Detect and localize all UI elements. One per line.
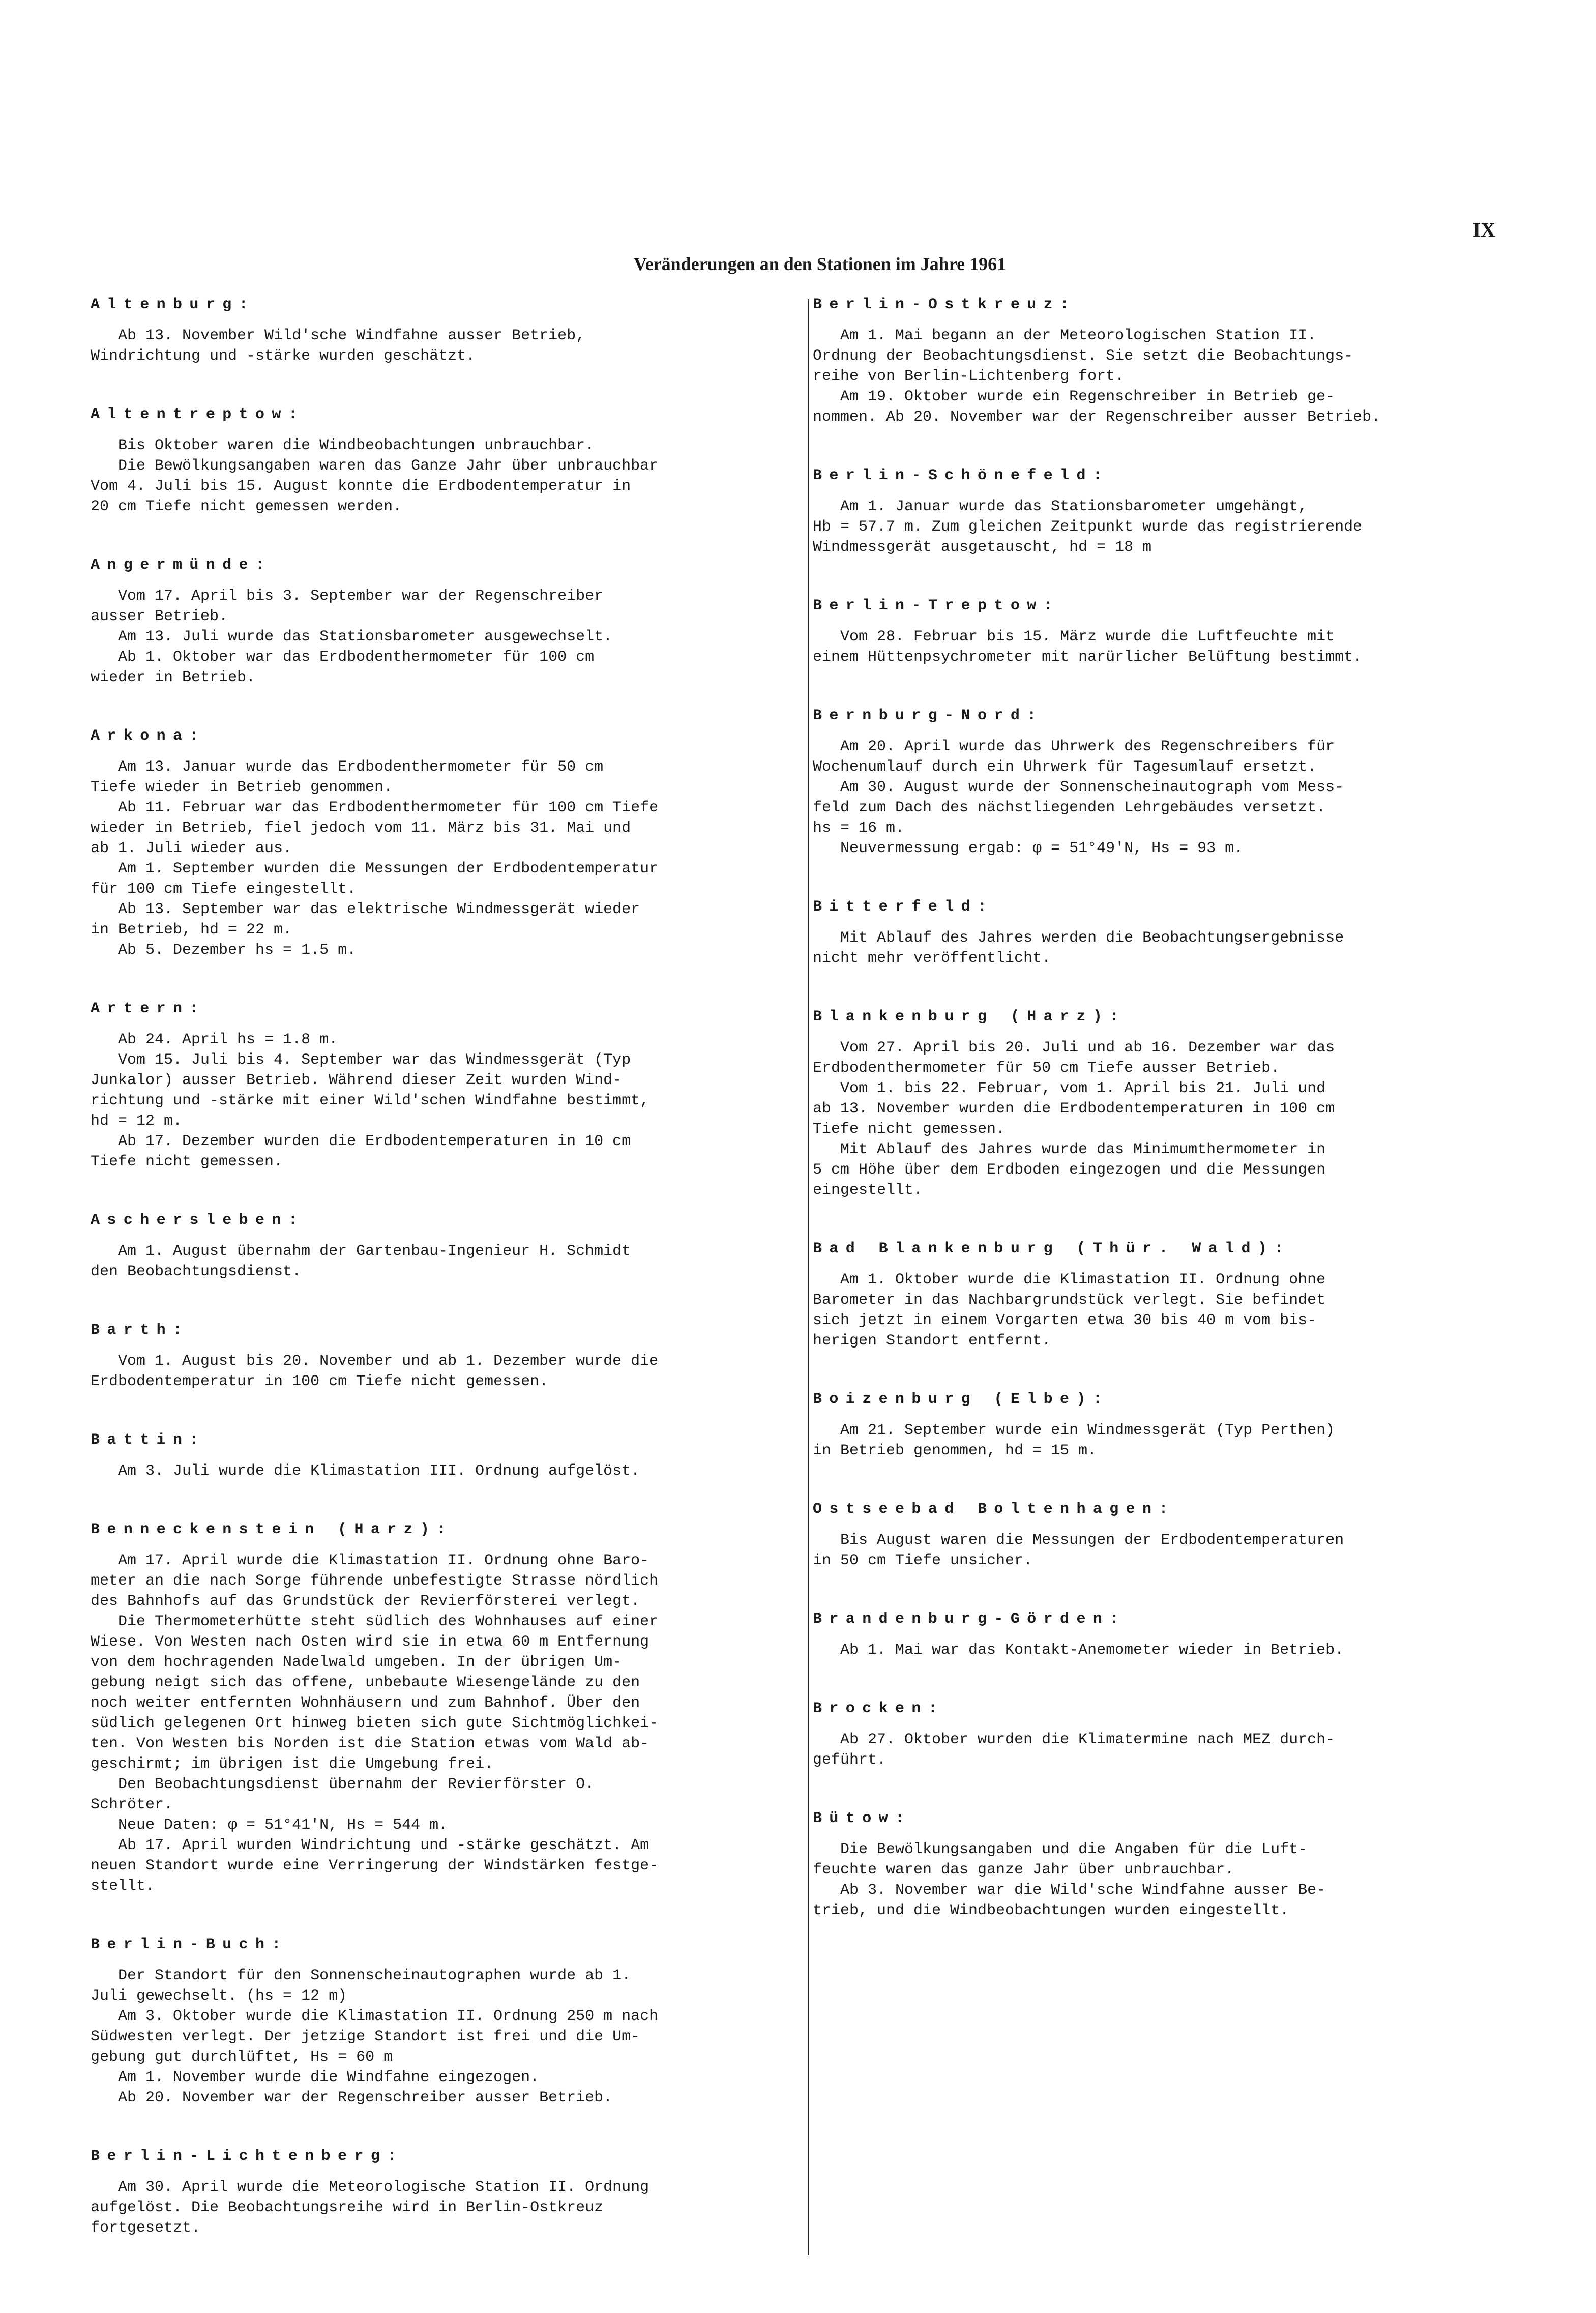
- station-heading: Berlin-Ostkreuz:: [813, 296, 1077, 313]
- entry-text-line: nommen. Ab 20. November war der Regenschreiber ausser Betrieb.: [813, 408, 1381, 426]
- entry-text-line: in Betrieb genommen, hd = 15 m.: [813, 1442, 1097, 1459]
- station-entry: [813, 597, 1517, 667]
- station-heading: Battin:: [91, 1431, 206, 1449]
- station-entry: [813, 1008, 1517, 1201]
- station-entry: [813, 1611, 1517, 1660]
- entry-text-line: ab 13. November wurden die Erdbodentemperaturen in 100 cm: [813, 1100, 1335, 1118]
- entry-text-line: Der Standort für den Sonnenscheinautographen wurde ab 1.: [91, 1967, 631, 1984]
- entry-text-line: Am 30. August wurde der Sonnenscheinautograph vom Mess-: [813, 779, 1344, 796]
- entry-text-line: Erdbodentemperatur in 100 cm Tiefe nicht gemessen.: [91, 1373, 549, 1390]
- entry-text-line: in 50 cm Tiefe unsicher.: [813, 1552, 1033, 1569]
- station-entry: [91, 296, 800, 366]
- station-entry: [813, 1501, 1517, 1571]
- entry-text-line: Schröter.: [91, 1796, 173, 1813]
- entry-text-line: trieb, und die Windbeobachtungen wurden eingestellt.: [813, 1902, 1289, 1919]
- entry-text-line: Ab 24. April hs = 1.8 m.: [91, 1031, 338, 1048]
- entry-text-line: Am 20. April wurde das Uhrwerk des Regenschreibers für: [813, 738, 1335, 755]
- entry-text-line: Die Bewölkungsangaben waren das Ganze Jahr über unbrauchbar: [91, 457, 659, 475]
- entry-text-line: des Bahnhofs auf das Grundstück der Revierförsterei verlegt.: [91, 1593, 640, 1610]
- station-heading: Boizenburg (Elbe):: [813, 1391, 1110, 1408]
- entry-text-line: Die Bewölkungsangaben und die Angaben für die Luft-: [813, 1841, 1308, 1858]
- entry-text-line: Tiefe wieder in Betrieb genommen.: [91, 779, 393, 796]
- entry-text-line: Tiefe nicht gemessen.: [91, 1153, 283, 1170]
- entry-text-line: Ab 20. November war der Regenschreiber ausser Betrieb.: [91, 2089, 613, 2106]
- station-heading: Brocken:: [813, 1700, 945, 1717]
- entry-text-line: Tiefe nicht gemessen.: [813, 1121, 1006, 1138]
- entry-text-line: ab 1. Juli wieder aus.: [91, 840, 292, 857]
- entry-text-line: Am 13. Januar wurde das Erdbodenthermometer für 50 cm: [91, 758, 604, 776]
- entry-text-line: für 100 cm Tiefe eingestellt.: [91, 881, 357, 898]
- entry-text-line: Ab 13. November Wild'sche Windfahne ausser Betrieb,: [91, 327, 585, 344]
- entry-text-line: Ab 27. Oktober wurden die Klimatermine nach MEZ durch-: [813, 1731, 1335, 1748]
- entry-text-line: Vom 28. Februar bis 15. März wurde die Luftfeuchte mit: [813, 628, 1335, 646]
- station-heading: Bad Blankenburg (Thür. Wald):: [813, 1240, 1291, 1257]
- entry-text-line: Am 1. August übernahm der Gartenbau-Ingenieur H. Schmidt: [91, 1243, 631, 1260]
- station-entry: [91, 727, 800, 960]
- entry-text-line: Am 1. Mai begann an der Meteorologischen Station II.: [813, 327, 1317, 344]
- entry-text-line: meter an die nach Sorge führende unbefestigte Strasse nördlich: [91, 1572, 659, 1590]
- station-heading: Bernburg-Nord:: [813, 707, 1044, 724]
- entry-text-line: aufgelöst. Die Beobachtungsreihe wird in Berlin-Ostkreuz: [91, 2199, 604, 2216]
- station-heading: Aschersleben:: [91, 1212, 305, 1229]
- page-number: IX: [1472, 218, 1495, 241]
- station-entry: [91, 1431, 800, 1481]
- entry-text-line: Am 3. Juli wurde die Klimastation III. Ordnung aufgelöst.: [91, 1462, 640, 1480]
- station-entry: [91, 1000, 800, 1172]
- entry-text-line: Am 30. April wurde die Meteorologische Station II. Ordnung: [91, 2179, 649, 2196]
- station-heading: Arkona:: [91, 727, 206, 745]
- entry-text-line: Windrichtung und -stärke wurden geschätzt.: [91, 347, 476, 365]
- entry-text-line: von dem hochragenden Nadelwald umgeben. In der übrigen Um-: [91, 1654, 622, 1671]
- entry-text-line: südlich gelegenen Ort hinweg bieten sich gute Sichtmöglichkei-: [91, 1715, 659, 1732]
- station-entry: [813, 1391, 1517, 1461]
- entry-text-line: Ab 17. Dezember wurden die Erdbodentemperaturen in 10 cm: [91, 1133, 631, 1150]
- entry-text-line: gebung neigt sich das offene, unbebaute Wiesengelände zu den: [91, 1674, 640, 1691]
- entry-text-line: fortgesetzt.: [91, 2219, 201, 2237]
- station-entry: [91, 557, 800, 688]
- entry-text-line: geschirmt; im übrigen ist die Umgebung frei.: [91, 1755, 494, 1773]
- entry-text-line: hs = 16 m.: [813, 819, 905, 837]
- station-heading: Benneckenstein (Harz):: [91, 1521, 453, 1538]
- entry-text-line: Am 17. April wurde die Klimastation II. Ordnung ohne Baro-: [91, 1552, 649, 1569]
- entry-text-line: geführt.: [813, 1751, 886, 1769]
- entry-text-line: hd = 12 m.: [91, 1112, 183, 1130]
- entry-text-line: Vom 15. Juli bis 4. September war das Windmessgerät (Typ: [91, 1051, 631, 1069]
- entry-text-line: 20 cm Tiefe nicht gemessen werden.: [91, 498, 402, 515]
- station-entry: [813, 467, 1517, 558]
- station-entry: [91, 1936, 800, 2108]
- entry-text-line: reihe von Berlin-Lichtenberg fort.: [813, 368, 1125, 385]
- entry-text-line: Die Thermometerhütte steht südlich des Wohnhauses auf einer: [91, 1613, 659, 1630]
- station-heading: Bitterfeld:: [813, 898, 994, 916]
- entry-text-line: wieder in Betrieb.: [91, 669, 256, 686]
- entry-text-line: Hb = 57.7 m. Zum gleichen Zeitpunkt wurde das registrierende: [813, 518, 1363, 536]
- station-heading: Altentreptow:: [91, 406, 305, 423]
- entry-text-line: Ab 5. Dezember hs = 1.5 m.: [91, 942, 357, 959]
- entry-text-line: Ab 11. Februar war das Erdbodenthermometer für 100 cm Tiefe: [91, 799, 659, 816]
- entry-text-line: Barometer in das Nachbargrundstück verlegt. Sie befindet: [813, 1292, 1326, 1309]
- entry-text-line: Ab 13. September war das elektrische Windmessgerät wieder: [91, 901, 640, 918]
- entry-text-line: sich jetzt in einem Vorgarten etwa 30 bis 40 m vom bis-: [813, 1312, 1317, 1329]
- station-entry: [813, 707, 1517, 859]
- entry-text-line: Bis August waren die Messungen der Erdbodentemperaturen: [813, 1532, 1344, 1549]
- entry-text-line: Vom 27. April bis 20. Juli und ab 16. Dezember war das: [813, 1039, 1335, 1057]
- entry-text-line: nicht mehr veröffentlicht.: [813, 950, 1051, 967]
- entry-text-line: Erdbodenthermometer für 50 cm Tiefe ausser Betrieb.: [813, 1060, 1280, 1077]
- station-entry: [91, 1322, 800, 1392]
- entry-text-line: Am 1. Januar wurde das Stationsbarometer umgehängt,: [813, 498, 1308, 515]
- entry-text-line: ausser Betrieb.: [91, 608, 228, 625]
- station-entry: [813, 1240, 1517, 1351]
- station-entry: [91, 2148, 800, 2238]
- entry-text-line: Den Beobachtungsdienst übernahm der Revierförster O.: [91, 1776, 595, 1793]
- entry-text-line: feuchte waren das ganze Jahr über unbrauchbar.: [813, 1861, 1234, 1879]
- entry-text-line: stellt.: [91, 1878, 155, 1895]
- station-entry: [813, 1700, 1517, 1770]
- entry-text-line: den Beobachtungsdienst.: [91, 1263, 302, 1280]
- entry-text-line: neuen Standort wurde eine Verringerung der Windstärken festge-: [91, 1857, 659, 1875]
- entry-text-line: Südwesten verlegt. Der jetzige Standort ist frei und die Um-: [91, 2028, 640, 2045]
- station-heading: Altenburg:: [91, 296, 256, 313]
- station-heading: Ostseebad Boltenhagen:: [813, 1501, 1175, 1518]
- entry-text-line: Ab 1. Oktober war das Erdbodenthermometer für 100 cm: [91, 649, 595, 666]
- entry-text-line: Ordnung der Beobachtungsdienst. Sie setzt die Beobachtungs-: [813, 347, 1353, 365]
- station-entry: [813, 1810, 1517, 1921]
- entry-text-line: 5 cm Höhe über dem Erdboden eingezogen und die Messungen: [813, 1161, 1326, 1179]
- station-entry: [91, 406, 800, 517]
- entry-text-line: Am 13. Juli wurde das Stationsbarometer ausgewechselt.: [91, 628, 613, 646]
- entry-text-line: einem Hüttenpsychrometer mit narürlicher Belüftung bestimmt.: [813, 649, 1363, 666]
- station-heading: Artern:: [91, 1000, 206, 1017]
- entry-text-line: Am 3. Oktober wurde die Klimastation II. Ordnung 250 m nach: [91, 2008, 659, 2025]
- station-heading: Barth:: [91, 1322, 190, 1339]
- entry-text-line: Wochenumlauf durch ein Uhrwerk für Tagesumlauf ersetzt.: [813, 758, 1317, 776]
- entry-text-line: Bis Oktober waren die Windbeobachtungen unbrauchbar.: [91, 437, 595, 454]
- entry-text-line: feld zum Dach des nächstliegenden Lehrgebäudes versetzt.: [813, 799, 1326, 816]
- entry-text-line: Mit Ablauf des Jahres wurde das Minimumthermometer in: [813, 1141, 1326, 1158]
- column-divider: [808, 299, 809, 2255]
- entry-text-line: Vom 1. August bis 20. November und ab 1. Dezember wurde die: [91, 1353, 659, 1370]
- entry-text-line: herigen Standort entfernt.: [813, 1332, 1051, 1350]
- entry-text-line: Windmessgerät ausgetauscht, hd = 18 m: [813, 539, 1152, 556]
- station-heading: Angermünde:: [91, 557, 272, 574]
- entry-text-line: Ab 3. November war die Wild'sche Windfahne ausser Be-: [813, 1882, 1326, 1899]
- station-heading: Berlin-Schönefeld:: [813, 467, 1110, 484]
- entry-text-line: Vom 17. April bis 3. September war der Regenschreiber: [91, 588, 604, 605]
- entry-text-line: Am 1. Oktober wurde die Klimastation II. Ordnung ohne: [813, 1271, 1326, 1289]
- station-heading: Berlin-Buch:: [91, 1936, 288, 1953]
- station-heading: Berlin-Lichtenberg:: [91, 2148, 404, 2165]
- entry-text-line: Ab 1. Mai war das Kontakt-Anemometer wieder in Betrieb.: [813, 1642, 1344, 1659]
- entry-text-line: Am 19. Oktober wurde ein Regenschreiber in Betrieb ge-: [813, 388, 1335, 405]
- station-heading: Bütow:: [813, 1810, 912, 1827]
- station-heading: Berlin-Treptow:: [813, 597, 1060, 614]
- entry-text-line: richtung und -stärke mit einer Wild'schen Windfahne bestimmt,: [91, 1092, 649, 1109]
- page-title: Veränderungen an den Stationen im Jahre 1961: [634, 254, 1007, 274]
- entry-text-line: noch weiter entfernten Wohnhäusern und zum Bahnhof. Über den: [91, 1694, 640, 1712]
- entry-text-line: Neuvermessung ergab: φ = 51°49'N, Hs = 93 m.: [813, 840, 1244, 857]
- entry-text-line: eingestellt.: [813, 1182, 923, 1199]
- entry-text-line: Wiese. Von Westen nach Osten wird sie in etwa 60 m Entfernung: [91, 1633, 649, 1651]
- entry-text-line: Vom 1. bis 22. Februar, vom 1. April bis 21. Juli und: [813, 1080, 1326, 1097]
- entry-text-line: gebung gut durchlüftet, Hs = 60 m: [91, 2048, 393, 2066]
- station-entry: [91, 1212, 800, 1282]
- entry-text-line: Am 1. November wurde die Windfahne eingezogen.: [91, 2069, 540, 2086]
- entry-text-line: ten. Von Westen bis Norden ist die Station etwas vom Wald ab-: [91, 1735, 649, 1752]
- right-column: [813, 296, 1517, 1960]
- entry-text-line: Vom 4. Juli bis 15. August konnte die Erdbodentemperatur in: [91, 478, 631, 495]
- station-heading: Blankenburg (Harz):: [813, 1008, 1126, 1026]
- entry-text-line: Neue Daten: φ = 51°41'N, Hs = 544 m.: [91, 1817, 448, 1834]
- entry-text-line: Am 21. September wurde ein Windmessgerät (Typ Perthen): [813, 1422, 1335, 1439]
- station-entry: [91, 1521, 800, 1896]
- entry-text-line: Ab 17. April wurden Windrichtung und -stärke geschätzt. Am: [91, 1837, 649, 1854]
- entry-text-line: Juli gewechselt. (hs = 12 m): [91, 1987, 347, 2005]
- station-heading: Brandenburg-Görden:: [813, 1611, 1126, 1628]
- entry-text-line: Mit Ablauf des Jahres werden die Beobachtungsergebnisse: [813, 929, 1344, 947]
- station-entry: [813, 296, 1517, 427]
- station-entry: [813, 898, 1517, 969]
- entry-text-line: wieder in Betrieb, fiel jedoch vom 11. März bis 31. Mai und: [91, 819, 631, 837]
- entry-text-line: Junkalor) ausser Betrieb. Während dieser Zeit wurden Wind-: [91, 1072, 622, 1089]
- entry-text-line: Am 1. September wurden die Messungen der Erdbodentemperatur: [91, 860, 659, 877]
- left-column: [91, 296, 800, 2278]
- entry-text-line: in Betrieb, hd = 22 m.: [91, 921, 292, 939]
